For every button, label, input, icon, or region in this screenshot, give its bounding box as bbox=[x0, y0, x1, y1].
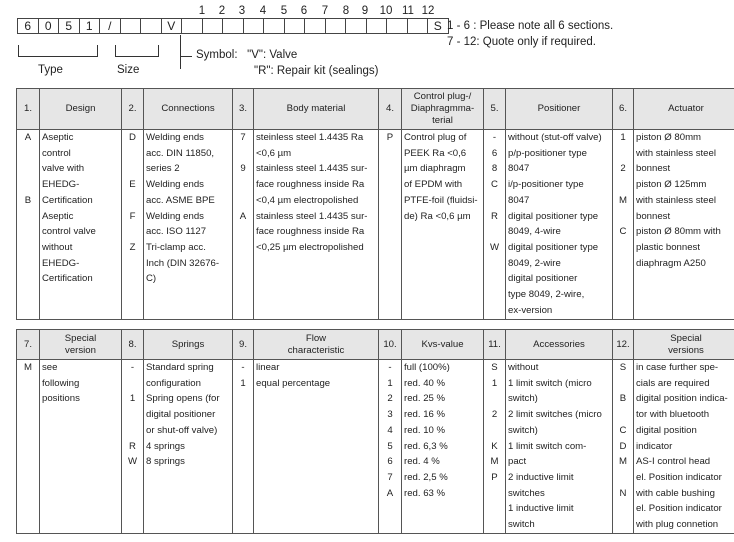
table2-header-title-1: Special version bbox=[40, 330, 122, 360]
note-sections-7-12: 7 - 12: Quote only if required. bbox=[447, 36, 596, 48]
table1-option-text-6: piston Ø 80mm with stainless steel bonnest piston Ø 125mm with stainless steel bonnest piston Ø 80mm with plastic bonnest diaphragm A250 bbox=[634, 130, 734, 320]
table2-option-codes-3: - 1 bbox=[233, 360, 254, 534]
table2-header-title-2: Springs bbox=[144, 330, 233, 360]
table2-header-number-5: 11. bbox=[484, 330, 506, 360]
table1-header-number-5: 5. bbox=[484, 89, 506, 130]
code-position-6: 6 bbox=[300, 5, 308, 17]
code-position-2: 2 bbox=[218, 5, 226, 17]
table2-header-title-3: Flow characteristic bbox=[254, 330, 379, 360]
table1-option-text-4: Control plug of PEEK Ra <0,6 µm diaphragm of EPDM with PTFE-foil (fluidsi- de) Ra <0,6 µm bbox=[402, 130, 484, 320]
table2-option-codes-1: M bbox=[17, 360, 40, 534]
table2-header-title-4: Kvs-value bbox=[402, 330, 484, 360]
table2-header-number-1: 7. bbox=[17, 330, 40, 360]
code-position-3: 3 bbox=[238, 5, 246, 17]
code-box-18 bbox=[366, 18, 388, 34]
table2-header-number-3: 9. bbox=[233, 330, 254, 360]
table1-header-number-6: 6. bbox=[613, 89, 634, 130]
table2-header-title-5: Accessories bbox=[506, 330, 613, 360]
table1-header-number-1: 1. bbox=[17, 89, 40, 130]
code-position-1: 1 bbox=[198, 5, 206, 17]
code-box-11 bbox=[222, 18, 244, 34]
table1-header-title-4: Control plug-/ Diaphragmma- terial bbox=[402, 89, 484, 130]
table2-option-text-5: without 1 limit switch (micro switch) 2 limit switches (micro switch) 1 limit switch com- pact 2 inductive limit switches 1 inductive limit switch bbox=[506, 360, 613, 534]
code-box-17 bbox=[345, 18, 367, 34]
code-box-6 bbox=[120, 18, 142, 34]
table1-header-title-2: Connections bbox=[144, 89, 233, 130]
table2-option-codes-2: - 1 R W bbox=[122, 360, 144, 534]
symbol-leader-horizontal bbox=[180, 56, 192, 57]
symbol-repair-kit: "R": Repair kit (sealings) bbox=[254, 65, 379, 77]
code-position-4: 4 bbox=[259, 5, 267, 17]
size-bracket bbox=[115, 45, 159, 57]
table1-header-number-3: 3. bbox=[233, 89, 254, 130]
code-position-11: 11 bbox=[402, 5, 414, 17]
table2-option-codes-6: S B C D M N bbox=[613, 360, 634, 534]
options-table-2 bbox=[16, 329, 734, 534]
table1-header-number-2: 2. bbox=[122, 89, 144, 130]
table2-option-text-6: in case further spe- cials are required digital position indica- tor with bluetooth digital position indicator AS-I control head el. Position indicator with cable bushing el. Position indicator with plug connetion bbox=[634, 360, 734, 534]
options-table-1 bbox=[16, 88, 734, 320]
code-box-20 bbox=[407, 18, 429, 34]
table2-option-text-1: see following positions bbox=[40, 360, 122, 534]
code-box-1: 6 bbox=[17, 18, 39, 34]
table2-option-text-2: Standard spring configuration Spring opens (for digital positioner or shut-off valve) 4 springs 8 springs bbox=[144, 360, 233, 534]
code-box-8: V bbox=[161, 18, 183, 34]
code-box-7 bbox=[140, 18, 162, 34]
symbol-valve: Symbol: "V": Valve bbox=[196, 49, 298, 61]
type-bracket bbox=[18, 45, 98, 57]
table1-option-text-1: Aseptic control valve with EHEDG- Certification Aseptic control valve without EHEDG- Certification bbox=[40, 130, 122, 320]
table1-option-codes-6: 1 2 M C bbox=[613, 130, 634, 320]
table1-header-title-5: Positioner bbox=[506, 89, 613, 130]
code-position-5: 5 bbox=[280, 5, 288, 17]
table1-header-title-1: Design bbox=[40, 89, 122, 130]
code-position-7: 7 bbox=[321, 5, 329, 17]
table1-header-title-3: Body material bbox=[254, 89, 379, 130]
code-position-12: 12 bbox=[421, 5, 435, 17]
table1-option-codes-3: 7 9 A bbox=[233, 130, 254, 320]
code-box-9 bbox=[181, 18, 203, 34]
table2-option-text-4: full (100%) red. 40 % red. 25 % red. 16 % red. 10 % red. 6,3 % red. 4 % red. 2,5 % red. 63 % bbox=[402, 360, 484, 534]
table1-option-codes-2: D E F Z bbox=[122, 130, 144, 320]
table2-header-number-6: 12. bbox=[613, 330, 634, 360]
code-position-10: 10 bbox=[379, 5, 393, 17]
code-box-21: S bbox=[427, 18, 449, 34]
code-box-2: 0 bbox=[38, 18, 60, 34]
code-box-15 bbox=[304, 18, 326, 34]
table2-option-text-3: linear equal percentage bbox=[254, 360, 379, 534]
table2-header-title-6: Special versions bbox=[634, 330, 734, 360]
table2-option-codes-5: S 1 2 K M P bbox=[484, 360, 506, 534]
code-box-3: 5 bbox=[58, 18, 80, 34]
code-box-14 bbox=[284, 18, 306, 34]
code-box-16 bbox=[325, 18, 347, 34]
table1-option-text-5: without (stut-off valve) p/p-positioner type 8047 i/p-positioner type 8047 digital positioner type 8049, 4-wire digital positioner type 8049, 2-wire digital positioner type 8049, 2-wire, ex-version bbox=[506, 130, 613, 320]
code-box-19 bbox=[386, 18, 408, 34]
table1-option-codes-1: A B bbox=[17, 130, 40, 320]
table2-header-number-2: 8. bbox=[122, 330, 144, 360]
table1-option-text-2: Welding ends acc. DIN 11850, series 2 Welding ends acc. ASME BPE Welding ends acc. ISO 1127 Tri-clamp acc. Inch (DIN 32676- C) bbox=[144, 130, 233, 320]
note-sections-1-6: 1 - 6 : Please note all 6 sections. bbox=[447, 20, 614, 32]
code-box-12 bbox=[243, 18, 265, 34]
code-box-10 bbox=[202, 18, 224, 34]
code-box-5: / bbox=[99, 18, 121, 34]
table1-option-text-3: steinless steel 1.4435 Ra <0,6 µm stainless steel 1.4435 sur- face roughness inside Ra <0,4 µm electropolished stainless steel 1.4435 sur- face roughness inside Ra <0,25 µm electropolished bbox=[254, 130, 379, 320]
code-box-4: 1 bbox=[79, 18, 101, 34]
code-position-8: 8 bbox=[342, 5, 350, 17]
table1-header-number-4: 4. bbox=[379, 89, 402, 130]
type-label: Type bbox=[38, 64, 63, 76]
table2-option-codes-4: - 1 2 3 4 5 6 7 A bbox=[379, 360, 402, 534]
code-position-9: 9 bbox=[361, 5, 369, 17]
symbol-leader-vertical bbox=[180, 35, 181, 69]
table1-option-codes-5: - 6 8 C R W bbox=[484, 130, 506, 320]
size-label: Size bbox=[117, 64, 140, 76]
code-box-13 bbox=[263, 18, 285, 34]
table2-header-number-4: 10. bbox=[379, 330, 402, 360]
table1-header-title-6: Actuator bbox=[634, 89, 734, 130]
table1-option-codes-4: P bbox=[379, 130, 402, 320]
